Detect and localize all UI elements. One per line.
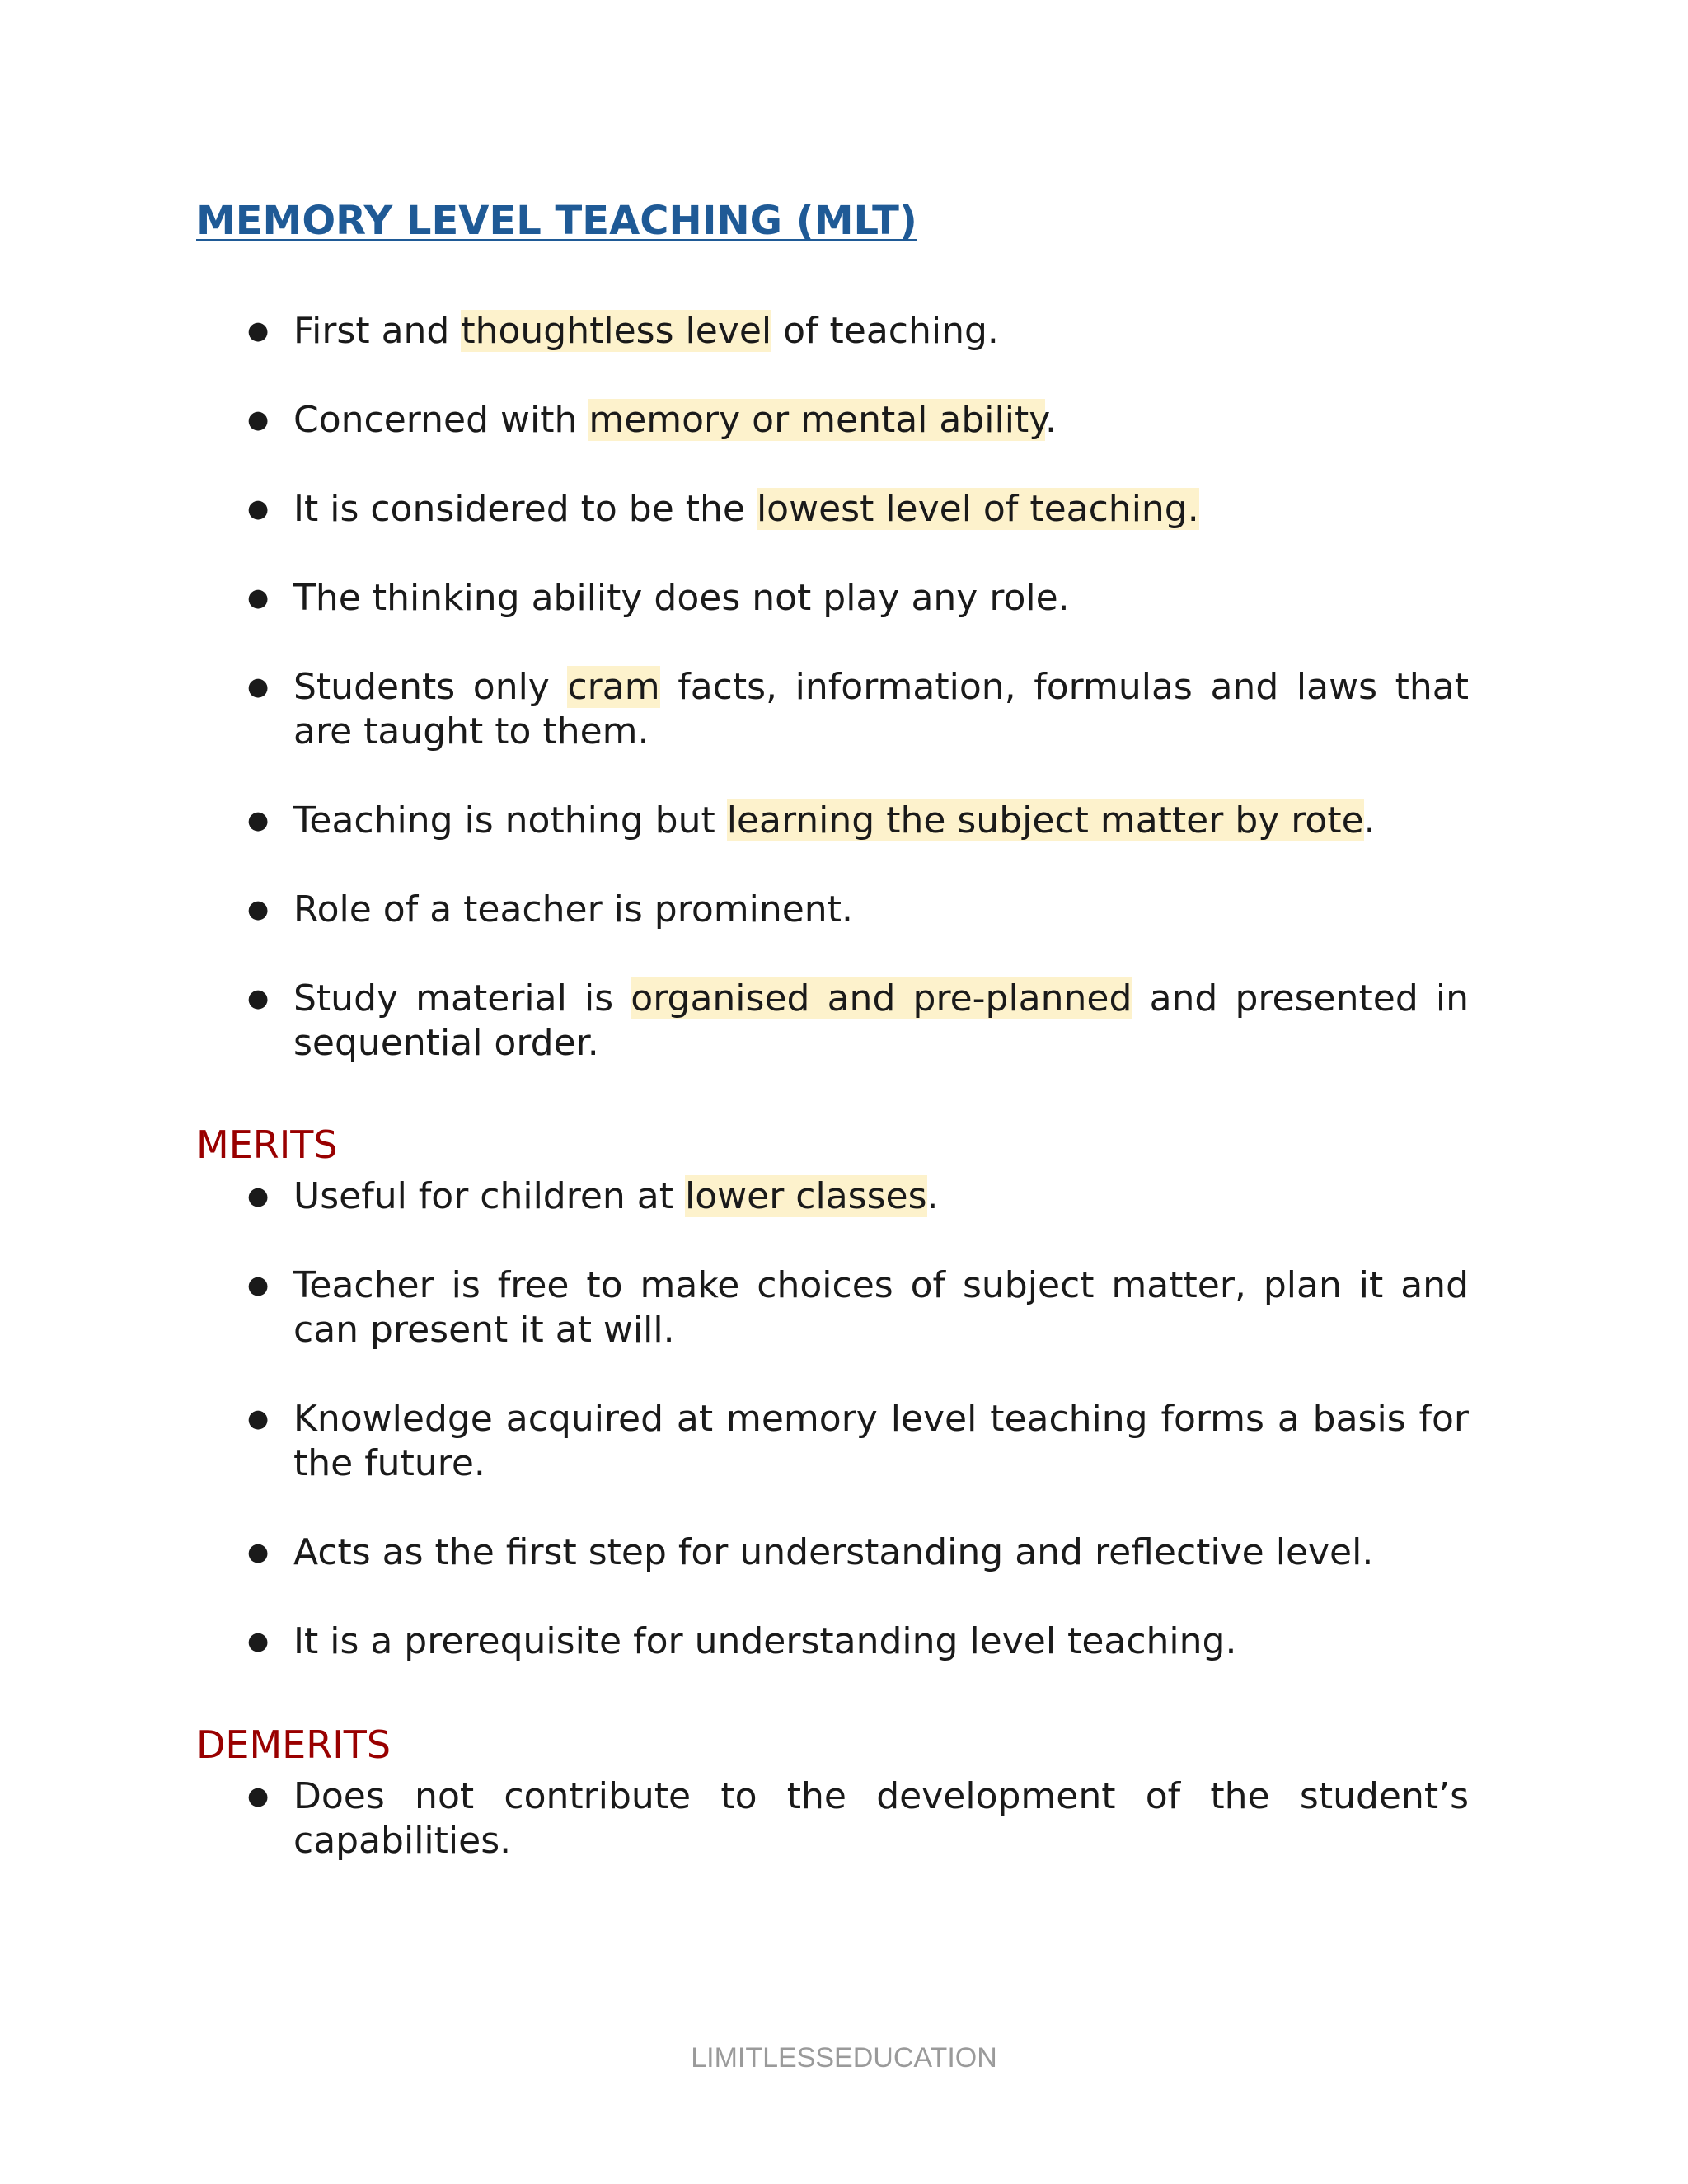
bullet-icon: ● xyxy=(247,806,270,835)
text-run: It is considered to be the xyxy=(293,488,757,530)
text-run: facts, information, formulas and laws that are taught to them. xyxy=(293,666,1469,752)
text-run: Concerned with xyxy=(293,399,589,441)
list-item-text xyxy=(293,1397,1469,1486)
text-run: Teacher is free to make choices of subject matter, plan it and can present it at will. xyxy=(293,1264,1469,1351)
list-item-text xyxy=(293,665,1469,754)
text-run: First and xyxy=(293,310,462,352)
text-run: . xyxy=(926,1175,939,1217)
text-run: and presented in sequential order. xyxy=(293,977,1470,1064)
highlighted-text: organised and pre-planned xyxy=(631,977,1132,1019)
bullet-icon: ● xyxy=(247,1538,270,1567)
list-item-text xyxy=(293,398,1469,443)
list-item xyxy=(247,1174,1469,1219)
text-run: Study material is xyxy=(293,977,631,1019)
list-item xyxy=(247,977,1469,1066)
text-run: of teaching. xyxy=(771,310,999,352)
highlighted-text: lower classes xyxy=(685,1175,927,1217)
list-item-text xyxy=(293,576,1469,621)
list-item-text xyxy=(293,977,1469,1066)
list-item-text xyxy=(293,799,1469,843)
list-item xyxy=(247,665,1469,754)
text-run: . xyxy=(1363,799,1376,841)
list-item xyxy=(247,888,1469,932)
list-item-text xyxy=(293,1263,1469,1352)
list-item-text xyxy=(293,1174,1469,1219)
list-item xyxy=(247,1774,1469,1863)
bullet-icon: ● xyxy=(247,1627,270,1656)
demerits-heading: DEMERITS xyxy=(196,1722,392,1767)
list-item xyxy=(247,1530,1469,1575)
text-run: The thinking ability does not play any role. xyxy=(293,577,1070,619)
list-item-text xyxy=(293,1619,1469,1664)
text-run: Acts as the first step for understanding and reflective level. xyxy=(293,1531,1374,1573)
highlighted-text: memory or mental ability xyxy=(588,399,1045,441)
text-run: Knowledge acquired at memory level teaching forms a basis for the future. xyxy=(293,1398,1469,1484)
bullet-icon: ● xyxy=(247,1271,270,1300)
highlighted-text: lowest level of teaching. xyxy=(756,488,1199,530)
merits-heading: MERITS xyxy=(196,1122,338,1167)
bullet-icon: ● xyxy=(247,1782,270,1811)
list-item xyxy=(247,487,1469,532)
list-item-text xyxy=(293,487,1469,532)
bullet-icon: ● xyxy=(247,1404,270,1433)
bullet-icon: ● xyxy=(247,984,270,1013)
list-item xyxy=(247,1397,1469,1486)
bullet-icon: ● xyxy=(247,673,270,701)
bullet-icon: ● xyxy=(247,405,270,434)
list-item-text xyxy=(293,1774,1469,1863)
list-item-text xyxy=(293,1530,1469,1575)
text-run: . xyxy=(1044,399,1057,441)
text-run: Students only xyxy=(293,666,568,708)
text-run: Teaching is nothing but xyxy=(293,799,727,841)
bullet-icon: ● xyxy=(247,1182,270,1211)
highlighted-text: cram xyxy=(567,666,660,708)
list-item-text xyxy=(293,888,1469,932)
text-run: Does not contribute to the development of the student’s capabilities. xyxy=(293,1775,1469,1862)
bullet-icon: ● xyxy=(247,583,270,612)
page-title: MEMORY LEVEL TEACHING (MLT) xyxy=(196,198,917,244)
highlighted-text: learning the subject matter by rote xyxy=(726,799,1364,841)
list-item xyxy=(247,576,1469,621)
text-run: Useful for children at xyxy=(293,1175,685,1217)
footer-watermark: LIMITLESSEDUCATION xyxy=(691,2042,997,2074)
bullet-icon: ● xyxy=(247,494,270,523)
list-item xyxy=(247,1263,1469,1352)
text-run: It is a prerequisite for understanding level teaching. xyxy=(293,1620,1237,1662)
highlighted-text: thoughtless level xyxy=(461,310,772,352)
list-item xyxy=(247,309,1469,354)
list-item xyxy=(247,1619,1469,1664)
list-item xyxy=(247,799,1469,843)
text-run: Role of a teacher is prominent. xyxy=(293,888,853,930)
bullet-icon: ● xyxy=(247,895,270,924)
bullet-icon: ● xyxy=(247,316,270,345)
list-item xyxy=(247,398,1469,443)
list-item-text xyxy=(293,309,1469,354)
